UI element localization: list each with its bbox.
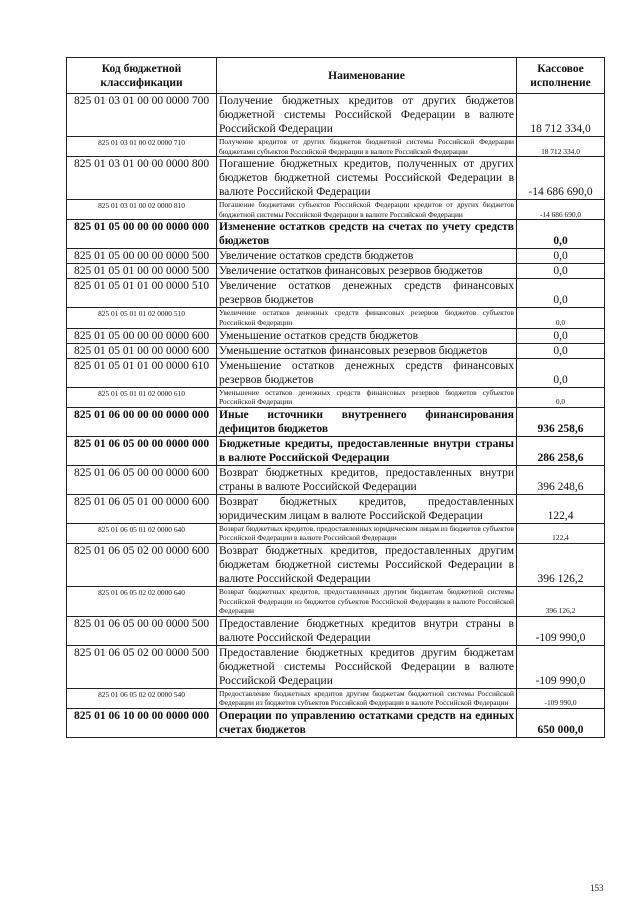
table-row [67,688,605,708]
cell-code: 825 01 03 01 00 00 0000 800 [67,157,217,200]
cell-code: 825 01 03 01 00 00 0000 700 [67,94,217,137]
cell-name: Получение кредитов от других бюджетов бюджетной системы Российской Федерации бюджетами субъектов Российской Федерации в валюте Российской Федерации [217,137,517,157]
table-row [67,264,605,279]
cell-code: 825 01 06 10 00 00 0000 000 [67,708,217,737]
header-name: Наименование [217,58,517,94]
budget-sources-table [66,57,605,738]
page-number: 153 [590,883,604,893]
table-row [67,523,605,543]
table-row [67,137,605,157]
cell-code: 825 01 06 05 02 02 0000 540 [67,688,217,708]
cell-value: -14 686 690,0 [517,200,605,220]
cell-code: 825 01 05 01 01 00 0000 610 [67,358,217,387]
cell-name: Возврат бюджетных кредитов, предоставленных юридическим лицам в валюте Российской Федерации [217,494,517,523]
cell-value: 0,0 [517,328,605,343]
cell-code: 825 01 06 05 00 00 0000 600 [67,465,217,494]
table-row [67,328,605,343]
table-row [67,543,605,586]
cell-value: 0,0 [517,308,605,328]
header-code: Код бюджетной классификации [67,58,217,94]
cell-name: Погашение бюджетных кредитов, полученных от других бюджетов бюджетной системы Российской Федерации в валюте Российской Федерации [217,157,517,200]
cell-code: 825 01 03 01 00 02 0000 710 [67,137,217,157]
table-body [67,94,605,738]
table-row [67,308,605,328]
cell-name: Уменьшение остатков финансовых резервов бюджетов [217,343,517,358]
cell-value: 18 712 334,0 [517,94,605,137]
cell-code: 825 01 03 01 00 02 0000 810 [67,200,217,220]
cell-value: 0,0 [517,279,605,308]
cell-name: Иные источники внутреннего финансирования дефицитов бюджетов [217,407,517,436]
cell-value: 122,4 [517,523,605,543]
table-row [67,616,605,645]
cell-value: 0,0 [517,264,605,279]
cell-name: Получение бюджетных кредитов от других бюджетов бюджетной системы Российской Федерации в валюте Российской Федерации [217,94,517,137]
table-header-row [67,58,605,94]
cell-name: Погашение бюджетами субъектов Российской Федерации кредитов от других бюджетов бюджетной системы Российской Федерации в валюте Российской Федерации [217,200,517,220]
cell-value: 936 258,6 [517,407,605,436]
cell-name: Увеличение остатков денежных средств финансовых резервов бюджетов [217,279,517,308]
cell-code: 825 01 05 01 00 00 0000 600 [67,343,217,358]
cell-code: 825 01 06 05 02 00 0000 500 [67,645,217,688]
cell-code: 825 01 05 00 00 00 0000 000 [67,220,217,249]
cell-value: 0,0 [517,249,605,264]
cell-code: 825 01 06 05 01 00 0000 600 [67,494,217,523]
cell-name: Предоставление бюджетных кредитов другим бюджетам бюджетной системы Российской Федерации из бюджетов субъектов Российской Федерации в валюте Российской Федерации [217,688,517,708]
cell-name: Предоставление бюджетных кредитов другим бюджетам бюджетной системы Российской Федерации в валюте Российской Федерации [217,645,517,688]
cell-value: 396 126,2 [517,543,605,586]
cell-value: 0,0 [517,358,605,387]
cell-code: 825 01 06 05 02 02 0000 640 [67,586,217,616]
cell-code: 825 01 06 05 02 00 0000 600 [67,543,217,586]
cell-name: Бюджетные кредиты, предоставленные внутри страны в валюте Российской Федерации [217,436,517,465]
cell-name: Возврат бюджетных кредитов, предоставленных внутри страны в валюте Российской Федерации [217,465,517,494]
cell-code: 825 01 06 05 00 00 0000 500 [67,616,217,645]
cell-value: 0,0 [517,220,605,249]
cell-value: 0,0 [517,343,605,358]
cell-name: Возврат бюджетных кредитов, предоставленных юридическим лицам из бюджетов субъектов Российской Федерации в валюте Российской Федерации [217,523,517,543]
table-row [67,465,605,494]
cell-name: Возврат бюджетных кредитов, предоставленных другим бюджетам бюджетной системы Российской Федерации в валюте Российской Федерации [217,543,517,586]
cell-name: Уменьшение остатков денежных средств финансовых резервов бюджетов [217,358,517,387]
cell-code: 825 01 05 01 00 00 0000 500 [67,264,217,279]
cell-value: -14 686 690,0 [517,157,605,200]
table-row [67,249,605,264]
cell-value: 18 712 334,0 [517,137,605,157]
table-row [67,494,605,523]
cell-code: 825 01 06 05 01 02 0000 640 [67,523,217,543]
cell-value: 286 258,6 [517,436,605,465]
table-row [67,94,605,137]
table-row [67,586,605,616]
table-row [67,343,605,358]
cell-name: Увеличение остатков денежных средств финансовых резервов бюджетов субъектов Российской Федерации [217,308,517,328]
table-row [67,708,605,737]
table-row [67,157,605,200]
cell-code: 825 01 05 00 00 00 0000 600 [67,328,217,343]
cell-value: -109 990,0 [517,645,605,688]
cell-code: 825 01 05 01 01 00 0000 510 [67,279,217,308]
table-row [67,358,605,387]
table-row [67,387,605,407]
cell-code: 825 01 05 00 00 00 0000 500 [67,249,217,264]
table-row [67,407,605,436]
cell-value: -109 990,0 [517,688,605,708]
cell-value: 396 248,6 [517,465,605,494]
cell-value: 650 000,0 [517,708,605,737]
cell-name: Уменьшение остатков денежных средств финансовых резервов бюджетов субъектов Российской Федерации [217,387,517,407]
cell-code: 825 01 05 01 01 02 0000 610 [67,387,217,407]
cell-name: Изменение остатков средств на счетах по учету средств бюджетов [217,220,517,249]
cell-code: 825 01 05 01 01 02 0000 510 [67,308,217,328]
cell-name: Увеличение остатков средств бюджетов [217,249,517,264]
cell-value: 0,0 [517,387,605,407]
cell-name: Уменьшение остатков средств бюджетов [217,328,517,343]
table-row [67,200,605,220]
cell-name: Увеличение остатков финансовых резервов бюджетов [217,264,517,279]
table-row [67,220,605,249]
cell-value: -109 990,0 [517,616,605,645]
table-row [67,645,605,688]
cell-code: 825 01 06 00 00 00 0000 000 [67,407,217,436]
cell-name: Возврат бюджетных кредитов, предоставленных другим бюджетам бюджетной системы Российской Федерации из бюджетов субъектов Российской Федерации в валюте Российской Федерации [217,586,517,616]
cell-value: 396 126,2 [517,586,605,616]
cell-name: Операции по управлению остатками средств на единых счетах бюджетов [217,708,517,737]
cell-value: 122,4 [517,494,605,523]
table-row [67,436,605,465]
table-row [67,279,605,308]
header-value: Кассовое исполнение [517,58,605,94]
cell-code: 825 01 06 05 00 00 0000 000 [67,436,217,465]
cell-name: Предоставление бюджетных кредитов внутри страны в валюте Российской Федерации [217,616,517,645]
